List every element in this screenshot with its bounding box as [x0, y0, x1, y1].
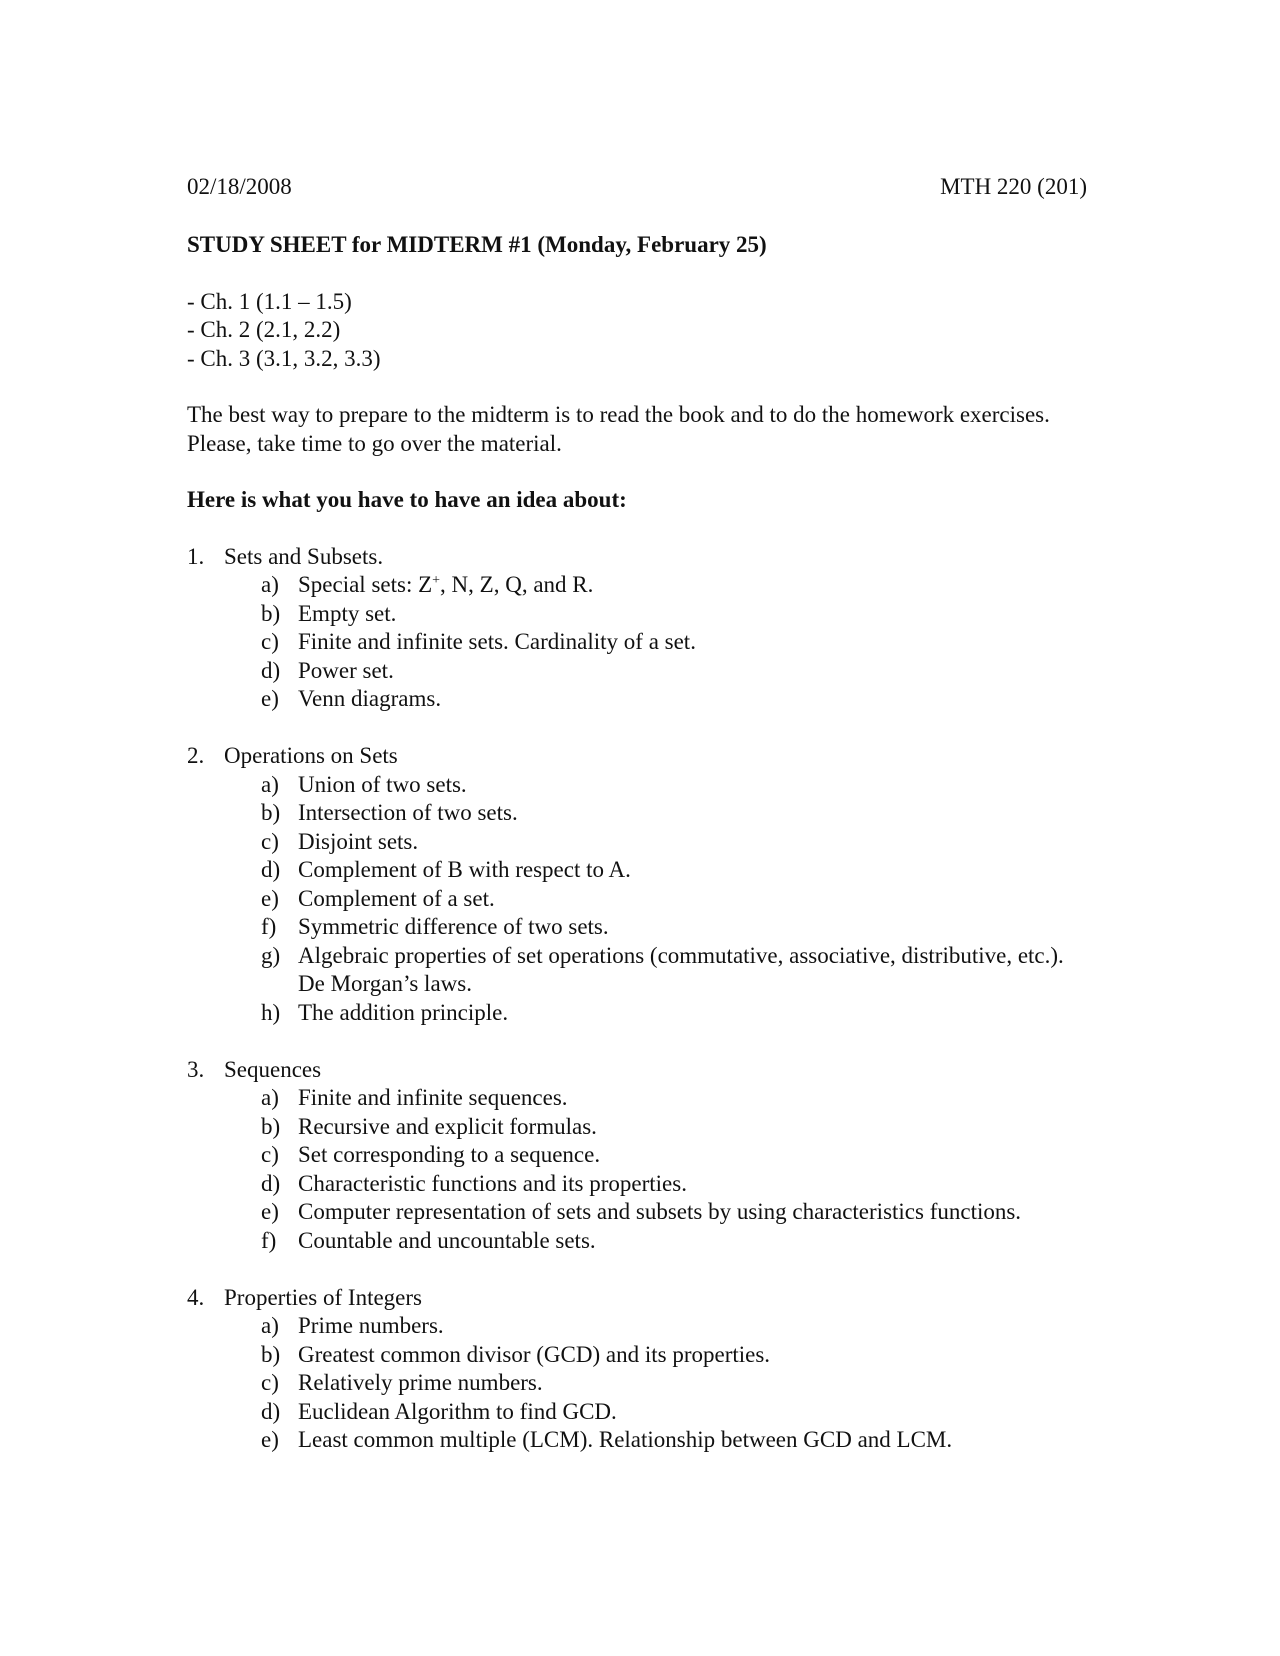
document-page — [187, 173, 1087, 1483]
topic-number: 2. — [187, 743, 205, 768]
subtopic-item — [261, 856, 1087, 885]
subtopic-text: Complement of a set. — [298, 885, 495, 911]
subtopic-letter: e) — [261, 1199, 279, 1224]
subtopic-text: Relatively prime numbers. — [298, 1370, 543, 1395]
subtopic-list — [261, 571, 1087, 714]
subtopic-letter: d) — [261, 657, 281, 683]
subtopic-item — [261, 999, 1087, 1028]
subtopic-item — [261, 1198, 1087, 1227]
topic-title: Sequences — [224, 1056, 322, 1082]
topic-heading — [187, 742, 1087, 771]
subtopic-text: Computer representation of sets and subsets by using characteristics functions. — [298, 1199, 1022, 1224]
subtopic-letter: e) — [261, 1427, 279, 1452]
subtopic-letter: b) — [261, 600, 281, 626]
special-sets-suffix: , N, Z, Q, and R. — [440, 572, 594, 597]
chapter-item: - Ch. 3 (3.1, 3.2, 3.3) — [187, 345, 381, 371]
subtopic-item — [261, 913, 1087, 942]
subtopic-list — [261, 771, 1087, 1028]
subtopic-letter: a) — [261, 1085, 279, 1110]
header-row — [187, 173, 1087, 203]
subtopic-letter: e) — [261, 885, 279, 911]
subtopic-item — [261, 1341, 1087, 1370]
subtopic-text: Countable and uncountable sets. — [298, 1227, 596, 1253]
subtopic-letter: b) — [261, 1113, 281, 1139]
subtopic-letter: f) — [261, 914, 277, 939]
topic-number: 1. — [187, 543, 205, 569]
topic-heading — [187, 1056, 1087, 1085]
topic-operations-on-sets — [187, 742, 1087, 1027]
subtopic-item — [261, 1113, 1087, 1142]
subtopic-letter: d) — [261, 857, 281, 882]
subtopic-text: Characteristic functions and its properties. — [298, 1170, 687, 1196]
subtopic-letter: h) — [261, 999, 281, 1025]
subtopic-item — [261, 885, 1087, 914]
subtopic-letter: b) — [261, 1341, 281, 1367]
special-sets-text — [298, 571, 1087, 600]
topic-heading — [187, 1284, 1087, 1313]
subtopic-text: Finite and infinite sets. Cardinality of a set. — [298, 629, 696, 654]
subtopic-text: Venn diagrams. — [298, 686, 442, 711]
subtopic-item — [261, 942, 1087, 999]
subtopic-text: Power set. — [298, 657, 394, 683]
subtopic-item — [261, 799, 1087, 828]
subtopic-text: Complement of B with respect to A. — [298, 857, 631, 882]
subtopic-text: Finite and infinite sequences. — [298, 1085, 568, 1110]
subtopic-letter: a) — [261, 572, 279, 597]
subtopic-item — [261, 1426, 1087, 1455]
subtopic-letter: c) — [261, 828, 279, 854]
topic-sets-and-subsets — [187, 543, 1087, 714]
superscript-plus: + — [432, 573, 441, 588]
topic-number: 4. — [187, 1284, 205, 1310]
subtopic-item — [261, 828, 1087, 857]
subtopic-item — [261, 571, 1087, 600]
section-subheading: Here is what you have to have an idea about: — [187, 487, 627, 512]
subtopic-letter: b) — [261, 800, 281, 825]
subtopic-letter: e) — [261, 686, 279, 711]
topic-sequences — [187, 1056, 1087, 1256]
chapter-list — [187, 288, 1087, 374]
subtopic-text: Set corresponding to a sequence. — [298, 1142, 601, 1167]
subtopic-text: Prime numbers. — [298, 1313, 444, 1338]
topic-heading — [187, 543, 1087, 572]
subtopic-text: Least common multiple (LCM). Relationship between GCD and LCM. — [298, 1427, 953, 1452]
chapter-item: - Ch. 1 (1.1 – 1.5) — [187, 288, 352, 314]
subtopic-letter: c) — [261, 1142, 279, 1167]
subtopic-text: Disjoint sets. — [298, 828, 419, 854]
special-sets-prefix: Special sets: Z — [298, 572, 433, 597]
subtopic-list — [261, 1084, 1087, 1255]
subtopic-list — [261, 1312, 1087, 1455]
topic-number: 3. — [187, 1056, 205, 1082]
subtopic-text: Greatest common divisor (GCD) and its properties. — [298, 1341, 771, 1367]
subtopic-letter: a) — [261, 771, 279, 797]
subtopic-letter: c) — [261, 1370, 279, 1395]
subtopic-item — [261, 1312, 1087, 1341]
subtopic-item — [261, 1170, 1087, 1199]
subtopic-item — [261, 657, 1087, 686]
subtopic-item — [261, 771, 1087, 800]
subtopic-text: The addition principle. — [298, 999, 509, 1025]
subtopic-text: Empty set. — [298, 600, 397, 626]
subtopic-item — [261, 1398, 1087, 1427]
topic-properties-of-integers — [187, 1284, 1087, 1455]
subtopic-letter: f) — [261, 1227, 277, 1253]
subtopic-item — [261, 628, 1087, 657]
subtopic-item — [261, 1369, 1087, 1398]
subtopic-text: Algebraic properties of set operations (commutative, associative, distributive, etc.). De Morgan’s laws. — [298, 942, 1064, 996]
topic-title: Sets and Subsets. — [224, 543, 384, 569]
subtopic-item — [261, 600, 1087, 629]
subtopic-letter: c) — [261, 629, 279, 654]
subtopic-item — [261, 1227, 1087, 1256]
subtopic-text: Euclidean Algorithm to find GCD. — [298, 1398, 617, 1424]
subtopic-text: Union of two sets. — [298, 771, 467, 797]
subtopic-item — [261, 1141, 1087, 1170]
subtopic-letter: g) — [261, 942, 281, 968]
document-date: 02/18/2008 — [187, 174, 292, 199]
page-title: STUDY SHEET for MIDTERM #1 (Monday, February 25) — [187, 232, 767, 257]
subtopic-letter: d) — [261, 1398, 281, 1424]
intro-paragraph: The best way to prepare to the midterm is to read the book and to do the homework exercises. Please, take time to go over the material. — [187, 402, 1050, 456]
topic-list — [187, 543, 1087, 1455]
course-code: MTH 220 (201) — [940, 174, 1087, 199]
subtopic-item — [261, 685, 1087, 714]
subtopic-letter: d) — [261, 1170, 281, 1196]
subtopic-text: Recursive and explicit formulas. — [298, 1113, 597, 1139]
topic-title: Properties of Integers — [224, 1284, 422, 1310]
subtopic-text: Symmetric difference of two sets. — [298, 914, 609, 939]
subtopic-text: Intersection of two sets. — [298, 800, 518, 825]
topic-title: Operations on Sets — [224, 743, 398, 768]
subtopic-item — [261, 1084, 1087, 1113]
subtopic-letter: a) — [261, 1313, 279, 1338]
chapter-item: - Ch. 2 (2.1, 2.2) — [187, 317, 341, 342]
